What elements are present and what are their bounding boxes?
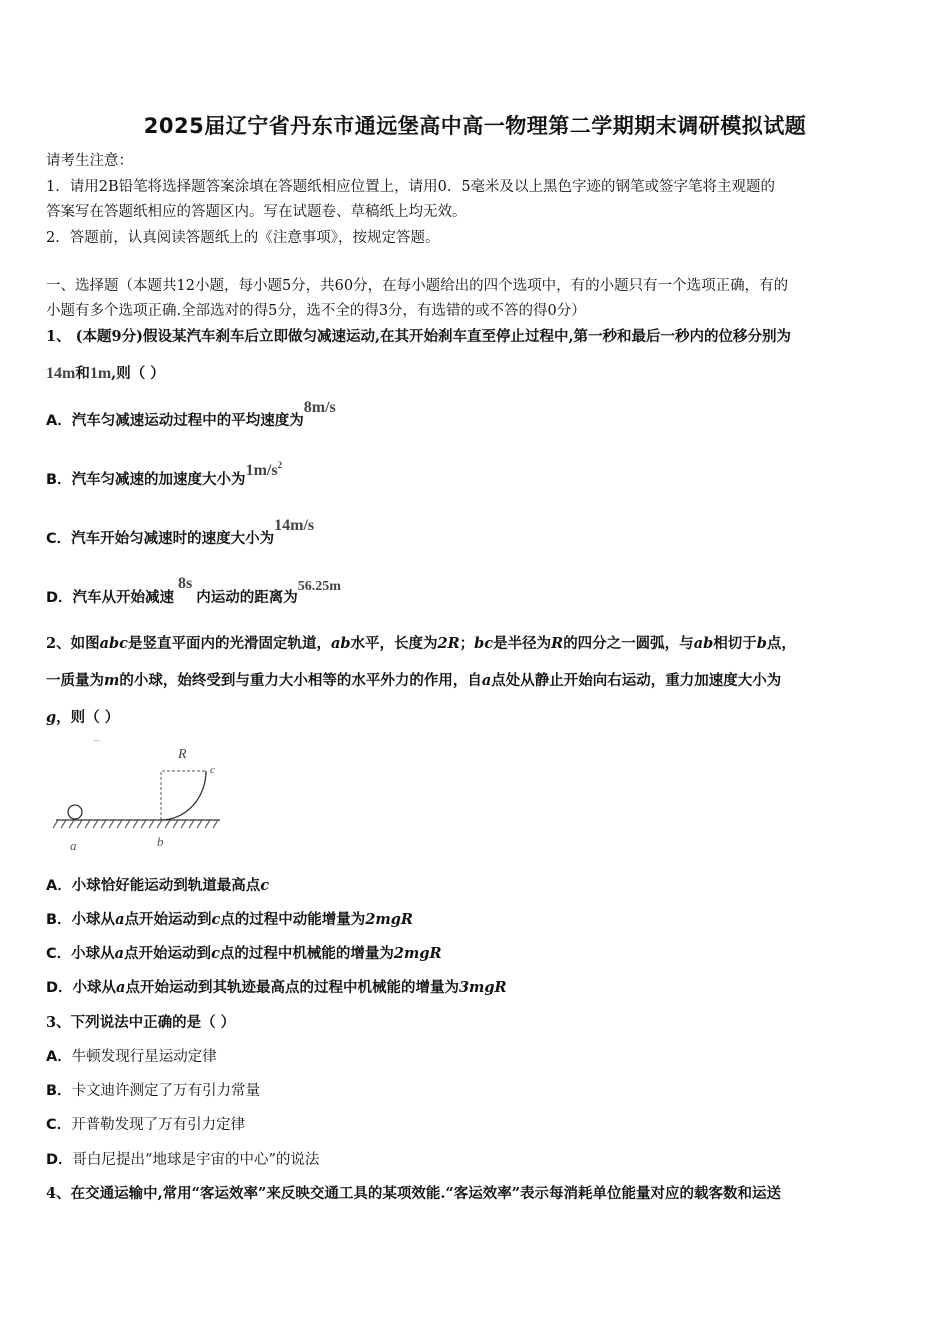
page-title: 2025届辽宁省丹东市通远堡高中高一物理第二学期期末调研模拟试题 [143, 114, 807, 138]
var: ab [330, 635, 351, 652]
text: 点开始运动到 [124, 945, 212, 962]
ground-hatching [53, 820, 218, 828]
text: 点开始运动到其轨迹最高点的过程中机械能的增量为 [125, 979, 459, 996]
option-text: 汽车匀减速的加速度大小为 [71, 471, 246, 488]
var: a [116, 979, 126, 996]
var: c [260, 877, 270, 894]
var: ab [693, 635, 714, 652]
option-value: 14m/s [274, 517, 315, 534]
q2-stem-line-3 [46, 708, 119, 728]
q2-stem-line-2 [46, 671, 781, 691]
var: a [115, 911, 125, 928]
text: 是半径为 [493, 635, 552, 652]
q1-value-14m: 14m [46, 365, 76, 382]
q2-option-b [46, 910, 413, 930]
text: 的小球，始终受到与重力大小相等的水平外力的作用，自 [119, 672, 482, 689]
q1-option-d [46, 575, 341, 609]
q3-option-a [46, 1047, 217, 1067]
q1-option-a [46, 399, 336, 431]
radius-dashed-lines [161, 771, 206, 820]
label-b: b [157, 834, 164, 849]
option-label: A． [46, 1049, 72, 1065]
var: 2R [437, 635, 460, 652]
option-label: C． [46, 946, 72, 962]
option-value-2: 56.25m [297, 579, 341, 594]
q2-stem-line-1 [46, 634, 796, 654]
text: 水平，长度为 [350, 635, 438, 652]
option-value: 8s [178, 575, 193, 592]
var: abc [99, 635, 128, 652]
option-text-2: 内运动的距离为 [196, 589, 298, 606]
option-text: 汽车匀减速运动过程中的平均速度为 [71, 412, 304, 429]
option-text: 牛顿发现行星运动定律 [71, 1049, 217, 1065]
text: 小球从 [72, 979, 117, 996]
var: R [551, 635, 564, 652]
var: bc [474, 635, 494, 652]
option-label: B． [46, 1083, 72, 1099]
option-value: 2mgR [365, 911, 413, 928]
option-text: 卡文迪许测定了万有引力常量 [71, 1083, 261, 1099]
var: c [211, 945, 220, 962]
q1-and: 和 [75, 365, 90, 382]
option-value-exponent: 2 [277, 460, 283, 470]
var: a [481, 672, 492, 689]
var: a [114, 945, 125, 962]
q2-track-diagram [50, 740, 230, 860]
option-label: A． [46, 878, 72, 894]
quarter-arc-bc [161, 771, 206, 820]
text: 小球从 [71, 945, 115, 962]
option-label: B． [46, 472, 72, 488]
option-label: C． [46, 531, 72, 547]
text: 的四分之一圆弧，与 [563, 635, 694, 652]
q1-option-c [46, 517, 315, 549]
var: b [756, 635, 767, 652]
notice-heading: 请考生注意： [46, 153, 133, 169]
q1-option-b [46, 460, 283, 491]
notice-item-2: 2．答题前，认真阅读答题纸上的《注意事项》，按规定答题。 [46, 230, 440, 246]
label-c: c [210, 764, 215, 776]
option-label: A． [46, 413, 72, 429]
text: 小球从 [71, 911, 116, 928]
q3-option-c [46, 1115, 245, 1135]
var: c [211, 911, 221, 928]
text: 点开始运动到 [124, 911, 212, 928]
option-value: 1m/s [245, 462, 278, 479]
q1-stem-line-2 [46, 364, 165, 384]
q3-option-b [46, 1081, 260, 1101]
notice-item-1-line-1: 1．请用2B铅笔将选择题答案涂填在答题纸相应位置上，请用0．5毫米及以上黑色字迹的钢笔或签字笔将主观题的 [46, 179, 776, 195]
text: 点处从静止开始向右运动，重力加速度大小为 [491, 672, 782, 689]
option-label: C． [46, 1117, 72, 1133]
option-value: 2mgR [393, 945, 442, 962]
option-text: 哥白尼提出“地球是宇宙的中心”的说法 [72, 1152, 320, 1168]
option-label: B． [46, 912, 72, 928]
section-header-line-1: 一、选择题（本题共12小题，每小题5分，共60分，在每小题给出的四个选项中，有的小题只有一个选项正确，有的 [46, 278, 789, 294]
option-text: 小球恰好能运动到轨道最高点 [71, 877, 261, 894]
text: 点， [766, 635, 796, 652]
q1-stem-line-1: 1、 (本题9分)假设某汽车刹车后立即做匀减速运动,在其开始刹车直至停止过程中,第一秒和最后一秒内的位移分别为 [46, 328, 792, 345]
q3-option-d [46, 1150, 319, 1170]
text: ，则（ ） [56, 709, 120, 726]
q3-stem: 3、下列说法中正确的是（ ） [46, 1014, 236, 1031]
q1-value-1m: 1m [89, 365, 112, 382]
q2-option-c [46, 944, 442, 964]
option-label: D． [46, 980, 73, 996]
q1-tail: ,则（ ） [111, 365, 165, 382]
option-value: 8m/s [303, 399, 336, 416]
option-value: 3mgR [458, 979, 507, 996]
section-header-line-2: 小题有多个选项正确.全部选对的得5分，选不全的得3分，有选错的或不答的得0分） [46, 303, 586, 319]
text: 点的过程中机械能的增量为 [219, 945, 394, 962]
notice-item-1-line-2: 答案写在答题纸相应的答题区内。写在试题卷、草稿纸上均无效。 [46, 204, 467, 220]
ball [68, 805, 82, 819]
label-R: R [178, 747, 187, 762]
label-a: a [70, 838, 77, 853]
option-text: 汽车开始匀减速时的速度大小为 [71, 530, 275, 547]
text: ； [459, 635, 475, 652]
text: 2、如图 [46, 635, 100, 652]
q4-stem-line-1: 4、在交通运输中,常用“客运效率”来反映交通工具的某项效能.“客运效率”表示每消耗单位能量对应的载客数和运送 [46, 1185, 782, 1202]
q2-option-d [46, 978, 507, 998]
q2-option-a [46, 876, 269, 896]
option-text: 开普勒发现了万有引力定律 [71, 1117, 246, 1133]
text: 是竖直平面内的光滑固定轨道， [127, 635, 331, 652]
text: 一质量为 [46, 672, 104, 689]
text: 相切于 [713, 635, 757, 652]
var: m [104, 672, 120, 689]
option-label: D． [46, 1152, 73, 1168]
var: g [46, 709, 57, 726]
text: 点的过程中动能增量为 [220, 911, 366, 928]
option-text: 汽车从开始减速 [72, 589, 175, 606]
option-label: D． [46, 590, 73, 606]
